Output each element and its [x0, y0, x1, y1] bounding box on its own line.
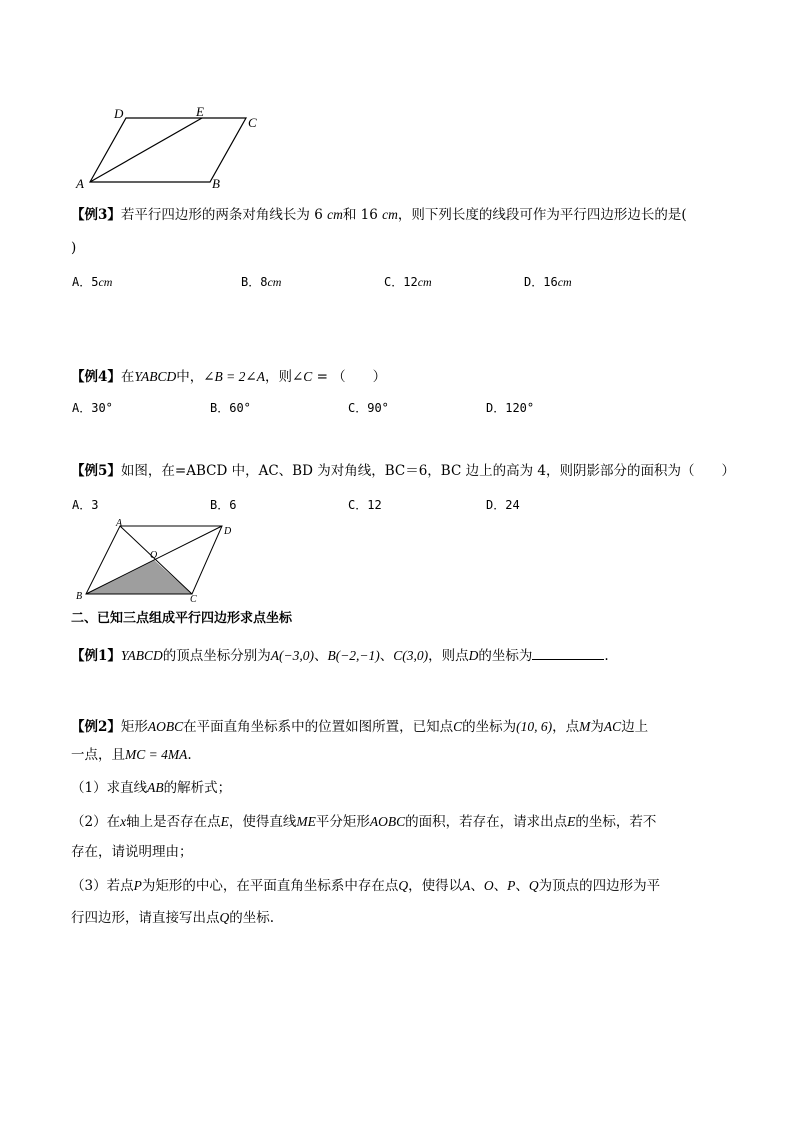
label-b: B	[212, 176, 220, 191]
example-3-option-c: C．12cm	[384, 275, 432, 289]
question-3-line-1: （3）若点P为矩形的中心，在平面直角坐标系中存在点Q，使得以A、O、P、Q为顶点的四边形为平	[71, 878, 661, 894]
example-5-stem: 【例5】如图，在=ABCD 中，AC、BD 为对角线，BC＝6，BC 边上的高为 4，则阴影部分的面积为（ ）	[71, 463, 735, 479]
question-1: （1）求直线AB的解析式；	[71, 780, 232, 796]
example-4-option-b: B．60°	[210, 401, 251, 415]
example-3-close-paren: )	[71, 240, 77, 256]
example-5-option-c: C．12	[348, 498, 382, 512]
example-4-option-a: A．30°	[72, 401, 113, 415]
section-2-example-2-line-1: 【例2】矩形AOBC在平面直角坐标系中的位置如图所置，已知点C的坐标为(10, 6)，点M为AC边上	[71, 719, 649, 735]
label-b-2: B	[76, 591, 83, 602]
section-2-example-2-line-2: 一点，且MC = 4MA.	[71, 747, 192, 763]
label-c-2: C	[190, 594, 197, 602]
example-5-option-d: D．24	[486, 498, 520, 512]
label-d-2: D	[224, 526, 232, 537]
label-o: O	[150, 550, 158, 561]
label-e: E	[196, 104, 204, 119]
example-4-tag: 【例4】	[71, 369, 121, 385]
section-2-example-1-tag: 【例1】	[71, 648, 121, 664]
example-4-option-c: C．90°	[348, 401, 389, 415]
answer-blank	[532, 647, 604, 660]
section-2-example-1: 【例1】YABCD的顶点坐标分别为A(−3,0)、B(−2,−1)、C(3,0)，则点D的坐标为 .	[71, 648, 609, 664]
section-2-title: 二、已知三点组成平行四边形求点坐标	[71, 611, 293, 626]
example-4-option-d: D．120°	[486, 401, 535, 415]
example-3-option-a: A．5cm	[72, 275, 113, 289]
shaded-triangle-obc	[86, 560, 192, 594]
question-2-line-2: 存在，请说明理由；	[71, 844, 193, 860]
example-5-tag: 【例5】	[71, 463, 121, 479]
section-2-example-2-tag: 【例2】	[71, 719, 121, 735]
parallelogram-figure-1	[70, 100, 270, 195]
label-c: C	[248, 115, 257, 130]
example-3-option-d: D．16cm	[524, 275, 572, 289]
example-3-tag: 【例3】	[71, 207, 121, 223]
example-5-option-b: B．6	[210, 498, 237, 512]
example-5-option-a: A．3	[72, 498, 99, 512]
question-2-line-1: （2）在x轴上是否存在点E，使得直线ME平分矩形AOBC的面积，若存在，请求出点E的坐标，若不	[71, 814, 657, 830]
label-a-2: A	[116, 518, 123, 529]
example-3-stem: 【例3】若平行四边形的两条对角线长为 6 cm和 16 cm，则下列长度的线段可作为平行四边形边长的是(	[71, 207, 687, 223]
example-3-option-b: B．8cm	[241, 275, 282, 289]
question-3-line-2: 行四边形，请直接写出点Q的坐标.	[71, 910, 275, 926]
label-a: A	[76, 176, 84, 191]
example-4-stem: 【例4】在YABCD中，∠B = 2∠A，则∠C = （ ）	[71, 369, 387, 385]
parallelogram-figure-2	[74, 518, 234, 602]
label-d: D	[114, 106, 124, 121]
parallelogram-outline	[90, 118, 246, 182]
segment-ae	[90, 118, 202, 182]
